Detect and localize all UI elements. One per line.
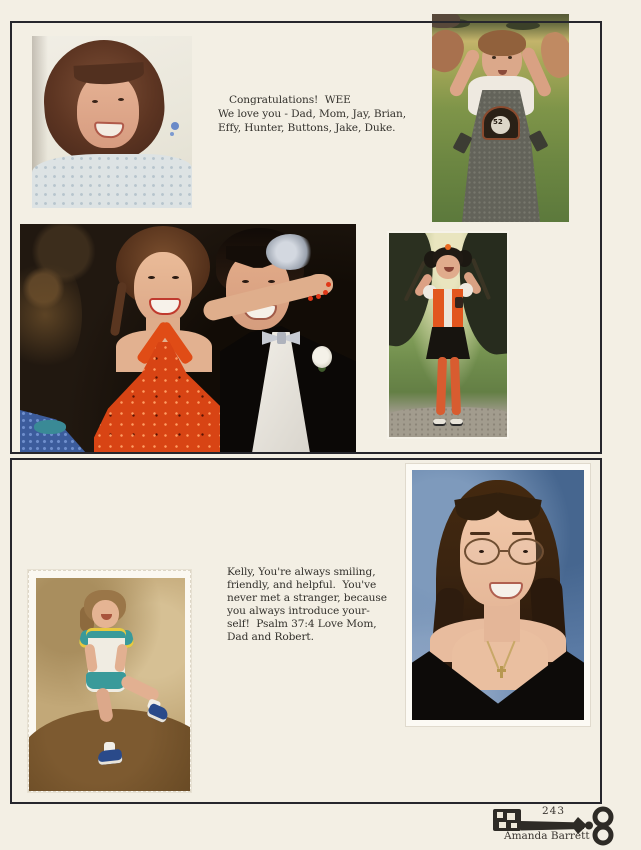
sneaker [433, 419, 446, 426]
cross-pendant [497, 669, 506, 672]
background-glow [20, 252, 82, 378]
eye-detail [92, 100, 98, 103]
background-figure [506, 21, 540, 30]
dedication-bottom-text [227, 566, 387, 643]
page-owner-name: Amanda Barrett [504, 830, 590, 842]
eyebrow-detail [470, 532, 490, 535]
orange-sequin-dress [94, 342, 234, 453]
text-line: you always introduce your- [227, 604, 370, 617]
red-nail-detail [308, 296, 313, 301]
eye-detail [268, 280, 275, 283]
jumper-number-text: 52 [493, 118, 503, 126]
bow-tie-knot [277, 332, 286, 344]
silver-wrist-corsage [266, 234, 314, 270]
child-leg-extended [119, 674, 161, 703]
red-nail-detail [326, 282, 331, 287]
black-skirt [426, 327, 470, 359]
orange-legging [450, 357, 461, 415]
jumper-side-tie [453, 132, 473, 154]
photo-pigtails-girl [387, 231, 509, 439]
cross-pendant [500, 666, 503, 678]
red-nail-detail [323, 290, 328, 295]
text-line: Dad and Robert. [227, 630, 314, 643]
photo-senior-portrait [406, 464, 590, 726]
blue-sneaker [97, 749, 122, 765]
text-line: Effy, Hunter, Buttons, Jake, Duke. [218, 122, 396, 134]
eye-detail [242, 280, 249, 283]
eye-detail [172, 276, 179, 279]
sneaker [450, 419, 463, 426]
eye-detail [492, 56, 496, 59]
eye-detail [148, 276, 155, 279]
dedication-top-text [218, 93, 406, 135]
eyebrow-detail [512, 532, 532, 535]
studio-backdrop [36, 578, 185, 786]
football-helmet-patch [482, 106, 520, 140]
pillow-flower-detail [171, 122, 179, 130]
background-teal-object [34, 420, 66, 434]
gravel-path [389, 407, 507, 437]
hair-bow-detail [445, 244, 451, 250]
eye-detail [523, 550, 528, 553]
text-line: friendly, and helpful. You've [227, 578, 377, 591]
photo-prom-couple [20, 224, 356, 453]
photo-hospital-bed [32, 36, 192, 208]
white-shirt-center [444, 289, 452, 327]
page-number: 243 [542, 805, 566, 817]
eye-detail [508, 56, 512, 59]
child-hair [478, 30, 526, 56]
eye-detail [118, 98, 124, 101]
text-line: Kelly, You're always smiling, [227, 566, 376, 578]
glasses-bridge [500, 550, 508, 552]
hospital-gown [32, 154, 192, 208]
hair-tendril [110, 282, 127, 337]
photo-toddler-field [432, 14, 569, 222]
text-line: We love you - Dad, Mom, Jay, Brian, [218, 108, 406, 120]
text-line: self! Psalm 37:4 Love Mom, [227, 617, 377, 630]
white-rose-boutonniere [312, 346, 332, 368]
adult-sleeve [432, 14, 460, 28]
text-line: never met a stranger, because [227, 591, 387, 604]
red-nail-detail [316, 294, 321, 299]
page-footer [486, 802, 626, 850]
vest-emblem [455, 297, 463, 308]
eye-detail [479, 550, 484, 553]
photo-studio-toddler [28, 570, 191, 792]
blue-studio-backdrop [412, 470, 584, 720]
text-line: Congratulations! WEE [229, 94, 351, 106]
